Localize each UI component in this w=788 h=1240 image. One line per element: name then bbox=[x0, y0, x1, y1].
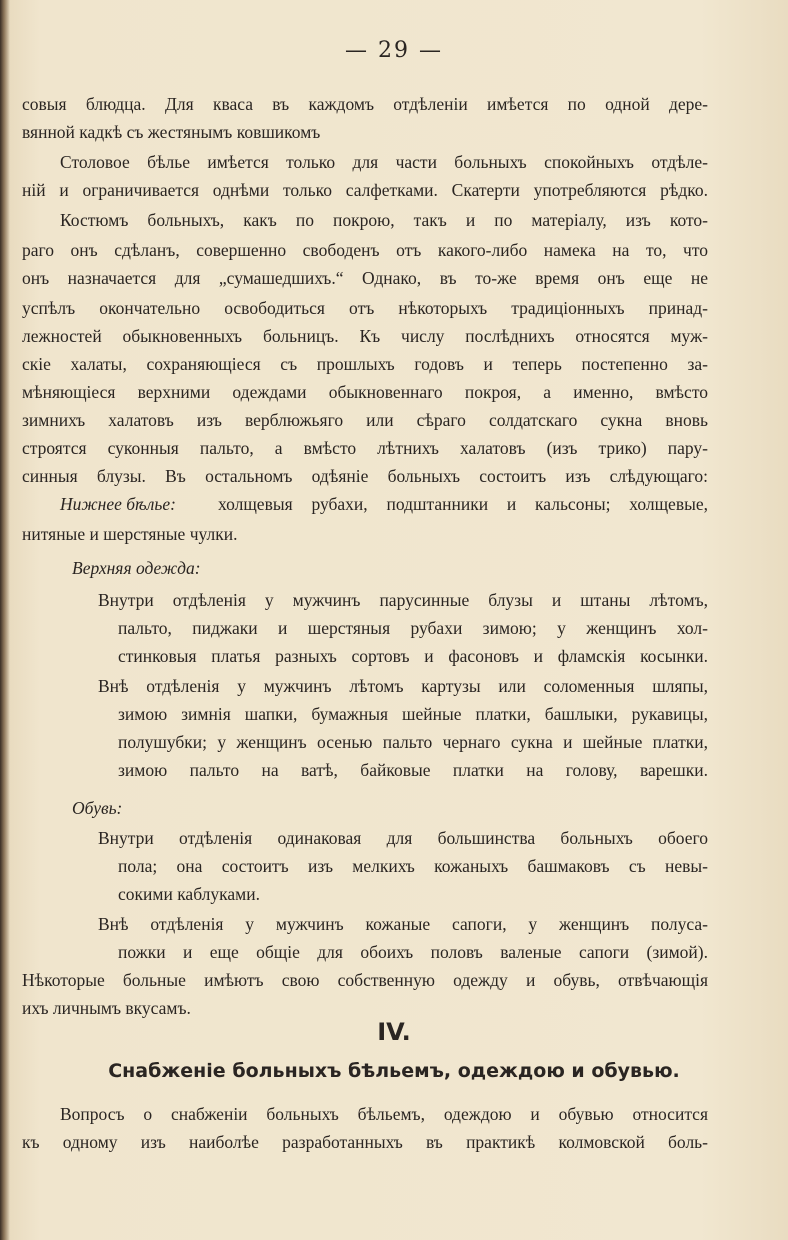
section-numeral: IV. bbox=[377, 1018, 411, 1046]
text-line: зимнихъ халатовъ изъ верблюжьяго или сѣраго солдатскаго сукна вновь bbox=[22, 410, 708, 430]
text-line: Нѣкоторые больные имѣютъ свою собственную одежду и обувь, отвѣчающія bbox=[22, 970, 708, 990]
section-title: Снабженіе больныхъ бѣльемъ, одеждою и обувью. bbox=[108, 1060, 680, 1082]
text-line: вянной кадкѣ съ жестянымъ ковшикомъ bbox=[22, 122, 321, 142]
text-line: мѣняющіеся верхними одеждами обыкновеннаго покроя, а именно, вмѣсто bbox=[22, 382, 708, 402]
text-line: ній и ограничивается однѣми только салфетками. Скатерти употребляются рѣдко. bbox=[22, 180, 708, 200]
label-footwear: Обувь: bbox=[72, 798, 123, 818]
text-line: нитяные и шерстяные чулки. bbox=[22, 524, 238, 544]
text-line: Вопросъ о снабженіи больныхъ бѣльемъ, одеждою и обувью относится bbox=[60, 1104, 708, 1124]
text-line: зимою пальто на ватѣ, байковые платки на голову, варешки. bbox=[118, 760, 708, 780]
text-line: пальто, пиджаки и шерстяныя рубахи зимою; у женщинъ хол- bbox=[118, 618, 708, 638]
page-number: — 29 — bbox=[345, 38, 443, 63]
text-line: успѣлъ окончательно освободиться отъ нѣкоторыхъ традиціонныхъ принад- bbox=[22, 298, 708, 318]
text-line: пожки и еще общіе для обоихъ половъ валеные сапоги (зимой). bbox=[118, 942, 708, 962]
text-line: лежностей обыкновенныхъ больницъ. Къ числу послѣднихъ относятся муж- bbox=[22, 326, 708, 346]
text-line: ихъ личнымъ вкусамъ. bbox=[22, 998, 191, 1018]
text-line: Столовое бѣлье имѣется только для части больныхъ спокойныхъ отдѣле- bbox=[60, 152, 708, 172]
text-line: Внутри отдѣленія одинаковая для большинства больныхъ обоего bbox=[98, 828, 708, 848]
text-line: Внѣ отдѣленія у мужчинъ лѣтомъ картузы или соломенныя шляпы, bbox=[98, 676, 708, 696]
book-spine-shadow bbox=[0, 0, 10, 1240]
text-line: скіе халаты, сохраняющіеся съ прошлыхъ годовъ и теперь постепенно за- bbox=[22, 354, 708, 374]
label-underwear: Нижнее бѣлье: bbox=[60, 494, 176, 514]
text-line: Внѣ отдѣленія у мужчинъ кожаные сапоги, у женщинъ полуса- bbox=[98, 914, 708, 934]
text-line: сокими каблуками. bbox=[118, 884, 260, 904]
text-line: Внутри отдѣленія у мужчинъ парусинные блузы и штаны лѣтомъ, bbox=[98, 590, 708, 610]
text-line: Костюмъ больныхъ, какъ по покрою, такъ и по матеріалу, изъ кото- bbox=[60, 210, 708, 230]
text-line: зимою зимнія шапки, бумажныя шейные платки, башлыки, рукавицы, bbox=[118, 704, 708, 724]
text-line: пола; она состоитъ изъ мелкихъ кожаныхъ башмаковъ съ невы- bbox=[118, 856, 708, 876]
text-line: холщевыя рубахи, подштанники и кальсоны; холщевые, bbox=[218, 494, 708, 514]
text-line: стинковыя платья разныхъ сортовъ и фасоновъ и фламскія косынки. bbox=[118, 646, 708, 666]
text-line: строятся суконныя пальто, а вмѣсто лѣтнихъ халатовъ (изъ трико) пару- bbox=[22, 438, 708, 458]
text-line: къ одному изъ наиболѣе разработанныхъ въ практикѣ колмовской боль- bbox=[22, 1132, 708, 1152]
text-line: совыя блюдца. Для кваса въ каждомъ отдѣленіи имѣется по одной дере- bbox=[22, 94, 708, 114]
text-line: синныя блузы. Въ остальномъ одѣяніе больныхъ состоитъ изъ слѣдующаго: bbox=[22, 466, 708, 486]
text-line: онъ назначается для „сумашедшихъ.“ Однако, въ то-же время онъ еще не bbox=[22, 268, 708, 288]
text-line: полушубки; у женщинъ осенью пальто чернаго сукна и шейные платки, bbox=[118, 732, 708, 752]
label-outerwear: Верхняя одежда: bbox=[72, 558, 201, 578]
text-line: раго онъ сдѣланъ, совершенно свободенъ отъ какого-либо намека на то, что bbox=[22, 240, 708, 260]
